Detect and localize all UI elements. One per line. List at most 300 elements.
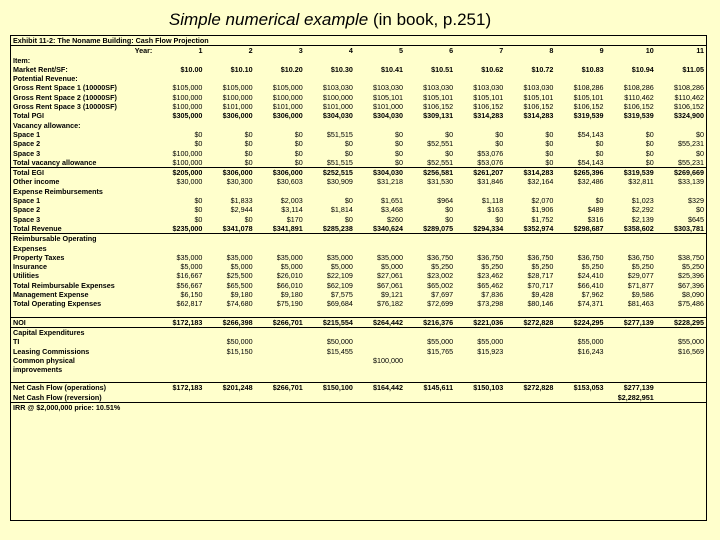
table-cell: $5,250 xyxy=(481,262,504,272)
table-cell xyxy=(355,347,405,356)
row-label: Space 1 xyxy=(13,129,41,139)
table-cell: $269,669 xyxy=(656,168,706,178)
table-cell xyxy=(355,337,405,346)
table-row xyxy=(11,215,706,224)
table-cell xyxy=(355,393,405,403)
table-cell: $0 xyxy=(294,148,303,158)
table-cell: $266,701 xyxy=(255,383,305,393)
table-cell: $5,000 xyxy=(280,262,303,272)
table-cell: $105,000 xyxy=(222,83,253,93)
table-row xyxy=(11,102,706,111)
table-cell: $105,101 xyxy=(523,92,554,102)
table-cell xyxy=(606,244,656,253)
row-label: Item: xyxy=(13,55,31,65)
table-cell: $10.30 xyxy=(330,64,353,74)
table-cell xyxy=(555,402,605,412)
table-cell: $31,530 xyxy=(427,177,454,187)
table-cell xyxy=(606,309,656,318)
table-cell xyxy=(505,309,555,318)
table-cell: $252,515 xyxy=(305,168,355,178)
table-cell: $9,180 xyxy=(280,290,303,300)
table-cell: $1,752 xyxy=(531,214,554,224)
table-cell: $266,701 xyxy=(255,317,305,327)
table-cell: $65,500 xyxy=(226,280,253,290)
table-cell xyxy=(405,244,455,253)
row-label: Market Rent/SF: xyxy=(13,64,68,74)
table-cell xyxy=(455,309,505,318)
table-cell xyxy=(405,374,455,383)
table-cell: $5,000 xyxy=(230,262,253,272)
table-cell: $103,030 xyxy=(473,83,504,93)
table-row xyxy=(11,309,706,318)
table-cell xyxy=(405,309,455,318)
table-cell: $11.05 xyxy=(682,64,704,74)
table-cell: $305,000 xyxy=(172,111,203,121)
table-cell: $314,283 xyxy=(523,111,554,121)
table-cell: $150,100 xyxy=(305,383,355,393)
table-row xyxy=(11,347,706,356)
table-cell: $261,207 xyxy=(455,168,505,178)
table-row xyxy=(11,177,706,186)
table-cell: $6,150 xyxy=(180,290,203,300)
row-label: Total PGI xyxy=(13,111,45,121)
table-cell: $30,000 xyxy=(176,177,203,187)
table-cell: $304,030 xyxy=(355,168,405,178)
table-cell: $9,586 xyxy=(631,290,654,300)
table-cell: $38,750 xyxy=(678,252,704,262)
table-cell: $0 xyxy=(244,214,253,224)
table-cell: $101,000 xyxy=(373,102,403,112)
table-cell xyxy=(606,121,656,130)
year-header-cell: 9 xyxy=(599,46,604,56)
table-cell xyxy=(204,244,254,253)
table-cell: $35,000 xyxy=(377,252,403,262)
table-cell: $5,000 xyxy=(330,262,353,272)
table-cell xyxy=(204,121,254,130)
table-cell: $105,000 xyxy=(172,83,203,93)
table-cell xyxy=(656,309,706,318)
table-cell xyxy=(555,121,605,130)
table-cell xyxy=(305,365,355,374)
table-cell xyxy=(154,309,204,318)
table-cell: $0 xyxy=(545,148,554,158)
table-cell: $164,442 xyxy=(355,383,405,393)
table-cell: $0 xyxy=(645,157,654,167)
table-cell: $76,182 xyxy=(377,299,403,309)
table-row xyxy=(11,121,706,130)
table-cell: $1,118 xyxy=(481,196,504,206)
table-cell: $100,000 xyxy=(172,102,203,112)
row-label: Gross Rent Space 3 (10000SF) xyxy=(13,102,117,112)
table-cell: $105,101 xyxy=(423,92,454,102)
table-cell: $266,398 xyxy=(204,317,254,327)
table-cell: $75,486 xyxy=(678,299,704,309)
table-cell: $74,680 xyxy=(226,299,253,309)
table-cell xyxy=(505,347,555,356)
table-cell: $10.41 xyxy=(381,64,403,74)
table-cell: $264,442 xyxy=(355,317,405,327)
cash-flow-table xyxy=(10,35,707,521)
table-cell xyxy=(204,402,254,412)
table-cell: $3,114 xyxy=(281,205,303,215)
table-cell xyxy=(656,374,706,383)
table-cell: $314,283 xyxy=(473,111,504,121)
table-cell xyxy=(154,347,204,356)
table-cell: $110,462 xyxy=(624,92,654,102)
table-cell: $163 xyxy=(487,205,504,215)
table-cell: $145,611 xyxy=(405,383,455,393)
table-cell: $103,030 xyxy=(322,83,353,93)
table-cell xyxy=(355,74,405,83)
table-cell: $52,551 xyxy=(427,139,454,149)
table-cell: $2,282,951 xyxy=(617,392,654,402)
table-cell xyxy=(606,347,656,356)
table-cell xyxy=(204,356,254,365)
table-cell: $1,023 xyxy=(631,196,654,206)
table-cell: $101,000 xyxy=(272,102,303,112)
table-cell: $306,000 xyxy=(204,168,254,178)
table-cell xyxy=(204,374,254,383)
table-cell xyxy=(656,74,706,83)
table-cell: $0 xyxy=(244,129,253,139)
table-cell: $72,699 xyxy=(427,299,454,309)
table-cell xyxy=(255,393,305,403)
table-row xyxy=(11,149,706,158)
table-cell xyxy=(305,187,355,196)
table-cell: $216,376 xyxy=(405,317,455,327)
table-cell: $106,152 xyxy=(573,102,604,112)
table-cell xyxy=(455,234,505,244)
table-cell xyxy=(505,56,555,65)
table-cell: $0 xyxy=(545,157,554,167)
table-cell: $304,030 xyxy=(373,111,403,121)
table-cell: $36,750 xyxy=(427,252,454,262)
row-label: Total Reimbursable Expenses xyxy=(13,280,115,290)
table-cell: $0 xyxy=(194,205,203,215)
table-cell xyxy=(455,327,505,337)
table-cell: $10.10 xyxy=(230,64,253,74)
table-cell: $16,667 xyxy=(176,271,203,281)
table-cell xyxy=(255,74,305,83)
row-label: Gross Rent Space 1 (10000SF) xyxy=(13,83,117,93)
table-cell xyxy=(505,402,555,412)
table-row xyxy=(11,168,706,178)
table-cell xyxy=(555,244,605,253)
table-cell: $25,500 xyxy=(226,271,253,281)
table-cell: $0 xyxy=(244,148,253,158)
table-cell: $55,000 xyxy=(477,337,504,347)
table-row xyxy=(11,244,706,253)
table-row xyxy=(11,139,706,148)
table-cell: $5,250 xyxy=(531,262,554,272)
table-cell xyxy=(606,327,656,337)
table-row xyxy=(11,327,706,337)
table-cell xyxy=(656,383,706,393)
table-cell: $67,061 xyxy=(377,280,403,290)
table-cell xyxy=(656,187,706,196)
row-label: Management Expense xyxy=(13,290,89,300)
table-cell xyxy=(305,121,355,130)
table-cell: $100,000 xyxy=(322,92,353,102)
row-label xyxy=(11,309,154,318)
table-cell xyxy=(656,402,706,412)
table-cell: $5,250 xyxy=(581,262,604,272)
table-cell: $25,396 xyxy=(678,271,704,281)
table-cell: $32,164 xyxy=(527,177,554,187)
table-cell xyxy=(204,56,254,65)
row-label xyxy=(11,374,154,383)
table-cell: $100,000 xyxy=(272,92,303,102)
table-cell xyxy=(255,365,305,374)
table-cell: $304,030 xyxy=(322,111,353,121)
table-cell xyxy=(355,365,405,374)
table-cell: $106,152 xyxy=(423,102,454,112)
row-label: improvements xyxy=(13,365,63,375)
table-row xyxy=(11,402,706,412)
table-cell xyxy=(405,187,455,196)
table-cell xyxy=(505,374,555,383)
table-cell: $31,846 xyxy=(477,177,504,187)
table-cell: $0 xyxy=(294,129,303,139)
table-cell: $0 xyxy=(395,129,403,139)
table-cell: $71,877 xyxy=(627,280,654,290)
table-cell: $106,152 xyxy=(674,102,704,112)
table-cell: $329 xyxy=(688,196,704,206)
table-cell: $69,684 xyxy=(326,299,353,309)
row-label: Other income xyxy=(13,177,60,187)
table-row xyxy=(11,374,706,383)
table-cell: $224,295 xyxy=(555,317,605,327)
table-cell xyxy=(455,187,505,196)
table-cell: $36,750 xyxy=(477,252,504,262)
table-cell xyxy=(305,393,355,403)
table-cell: $2,070 xyxy=(531,196,554,206)
table-cell xyxy=(154,402,204,412)
table-cell: $66,010 xyxy=(276,280,303,290)
table-cell: $170 xyxy=(286,214,303,224)
table-cell: $10.62 xyxy=(481,64,504,74)
table-cell: $0 xyxy=(294,157,303,167)
table-cell: $0 xyxy=(495,129,504,139)
table-cell: $0 xyxy=(344,148,353,158)
table-cell xyxy=(505,327,555,337)
table-cell: $16,243 xyxy=(577,346,604,356)
table-cell: $16,569 xyxy=(678,346,704,356)
table-row xyxy=(11,365,706,374)
table-cell: $23,462 xyxy=(477,271,504,281)
table-cell xyxy=(154,327,204,337)
table-cell: $0 xyxy=(344,196,353,206)
table-cell: $55,000 xyxy=(678,337,704,347)
row-label: Gross Rent Space 2 (10000SF) xyxy=(13,92,117,102)
table-cell: $55,231 xyxy=(678,139,704,149)
table-cell: $23,002 xyxy=(427,271,454,281)
table-row xyxy=(11,65,706,74)
table-row xyxy=(11,74,706,83)
table-cell: $294,334 xyxy=(473,223,504,233)
table-cell: $324,900 xyxy=(674,111,704,121)
table-cell xyxy=(555,234,605,244)
table-cell: $10.83 xyxy=(581,64,604,74)
row-label: Expense Reimbursements xyxy=(13,186,103,196)
table-cell: $52,551 xyxy=(427,157,454,167)
table-cell xyxy=(405,121,455,130)
table-cell: $314,283 xyxy=(505,168,555,178)
table-cell xyxy=(355,121,405,130)
table-cell: $74,371 xyxy=(577,299,604,309)
row-label: Space 2 xyxy=(13,205,41,215)
year-header-cell: 4 xyxy=(348,46,353,56)
table-cell: $306,000 xyxy=(222,111,253,121)
table-cell xyxy=(455,121,505,130)
table-cell xyxy=(204,234,254,244)
table-cell: $30,909 xyxy=(326,177,353,187)
table-cell xyxy=(355,309,405,318)
table-cell: $54,143 xyxy=(577,157,604,167)
table-cell: $0 xyxy=(645,139,654,149)
table-cell xyxy=(255,121,305,130)
row-label: Space 2 xyxy=(13,139,41,149)
table-cell: $103,030 xyxy=(523,83,554,93)
table-cell: $100,000 xyxy=(172,148,203,158)
table-row xyxy=(11,271,706,280)
table-cell: $150,103 xyxy=(455,383,505,393)
table-cell xyxy=(606,365,656,374)
table-cell: $10.94 xyxy=(631,64,654,74)
table-cell xyxy=(455,74,505,83)
table-cell: $30,603 xyxy=(276,177,303,187)
table-cell xyxy=(305,402,355,412)
table-cell: $5,000 xyxy=(381,262,403,272)
year-header-row xyxy=(11,46,706,56)
table-cell: $53,076 xyxy=(477,148,504,158)
table-cell: $0 xyxy=(595,148,604,158)
table-cell: $10.00 xyxy=(180,64,203,74)
table-cell xyxy=(154,244,204,253)
table-cell xyxy=(355,234,405,244)
table-cell: $0 xyxy=(595,196,604,206)
table-cell: $36,750 xyxy=(627,252,654,262)
table-cell: $105,101 xyxy=(373,92,403,102)
table-row xyxy=(11,253,706,262)
table-cell: $33,139 xyxy=(678,177,704,187)
table-row xyxy=(11,196,706,205)
table-cell: $303,781 xyxy=(674,223,704,233)
table-cell xyxy=(505,234,555,244)
table-cell xyxy=(505,337,555,346)
table-cell xyxy=(656,56,706,65)
table-cell xyxy=(505,244,555,253)
table-cell: $50,000 xyxy=(226,337,253,347)
table-cell xyxy=(555,56,605,65)
table-cell xyxy=(505,393,555,403)
table-cell: $0 xyxy=(445,129,454,139)
table-cell: $55,000 xyxy=(577,337,604,347)
table-cell xyxy=(355,374,405,383)
table-cell xyxy=(555,309,605,318)
row-label: Leasing Commissions xyxy=(13,346,90,356)
table-cell: $81,463 xyxy=(627,299,654,309)
table-cell xyxy=(355,327,405,337)
row-label: Total Operating Expenses xyxy=(13,299,102,309)
table-cell xyxy=(355,56,405,65)
table-cell: $0 xyxy=(645,129,654,139)
row-label: Capital Expenditures xyxy=(11,327,154,337)
table-cell: $0 xyxy=(595,139,604,149)
table-cell xyxy=(405,402,455,412)
table-cell xyxy=(455,56,505,65)
table-cell: $153,053 xyxy=(555,383,605,393)
table-cell xyxy=(255,347,305,356)
table-cell: $0 xyxy=(194,129,203,139)
table-cell xyxy=(154,374,204,383)
year-header-cell: 10 xyxy=(645,46,654,56)
table-cell xyxy=(255,327,305,337)
table-cell: $65,462 xyxy=(477,280,504,290)
table-cell xyxy=(455,402,505,412)
table-cell xyxy=(606,74,656,83)
year-header-cell: 3 xyxy=(298,46,303,56)
table-cell: $260 xyxy=(387,214,403,224)
table-cell: $105,101 xyxy=(573,92,604,102)
table-cell: $0 xyxy=(194,214,203,224)
table-cell: $0 xyxy=(194,139,203,149)
row-label: Space 1 xyxy=(13,196,41,206)
table-cell: $15,150 xyxy=(226,346,253,356)
table-cell xyxy=(305,74,355,83)
table-cell: $32,811 xyxy=(628,177,654,187)
table-cell xyxy=(405,74,455,83)
table-cell: $35,000 xyxy=(276,252,303,262)
row-label: Net Cash Flow (operations) xyxy=(11,383,154,393)
table-cell: $15,765 xyxy=(427,346,454,356)
table-cell: $5,250 xyxy=(682,262,704,272)
table-cell xyxy=(405,356,455,365)
table-cell: $101,000 xyxy=(322,102,353,112)
row-label: Expenses xyxy=(13,243,47,253)
table-cell: $0 xyxy=(645,148,654,158)
year-header-cell: 2 xyxy=(248,46,253,56)
table-cell xyxy=(305,327,355,337)
table-cell: $10.72 xyxy=(531,64,554,74)
table-cell xyxy=(255,309,305,318)
table-cell xyxy=(555,393,605,403)
table-cell: $277,139 xyxy=(606,383,656,393)
table-cell: $22,109 xyxy=(326,271,353,281)
table-cell: $62,109 xyxy=(326,280,353,290)
table-cell: $27,061 xyxy=(377,271,403,281)
table-cell: $272,828 xyxy=(505,383,555,393)
table-cell: $51,515 xyxy=(326,157,353,167)
table-cell: $0 xyxy=(696,129,704,139)
table-cell: $29,077 xyxy=(627,271,654,281)
cash-flow-grid xyxy=(11,36,706,412)
table-cell: $15,923 xyxy=(477,346,504,356)
table-cell: $2,292 xyxy=(631,205,654,215)
table-cell xyxy=(204,365,254,374)
table-cell: $1,814 xyxy=(330,205,353,215)
table-cell: $35,000 xyxy=(226,252,253,262)
exhibit-title-row xyxy=(11,36,706,46)
table-cell xyxy=(555,74,605,83)
table-cell xyxy=(255,56,305,65)
table-cell xyxy=(555,365,605,374)
table-cell: $103,030 xyxy=(423,83,454,93)
table-cell: $5,250 xyxy=(431,262,454,272)
table-cell xyxy=(455,365,505,374)
table-cell: $0 xyxy=(445,205,454,215)
table-cell: $30,300 xyxy=(226,177,253,187)
